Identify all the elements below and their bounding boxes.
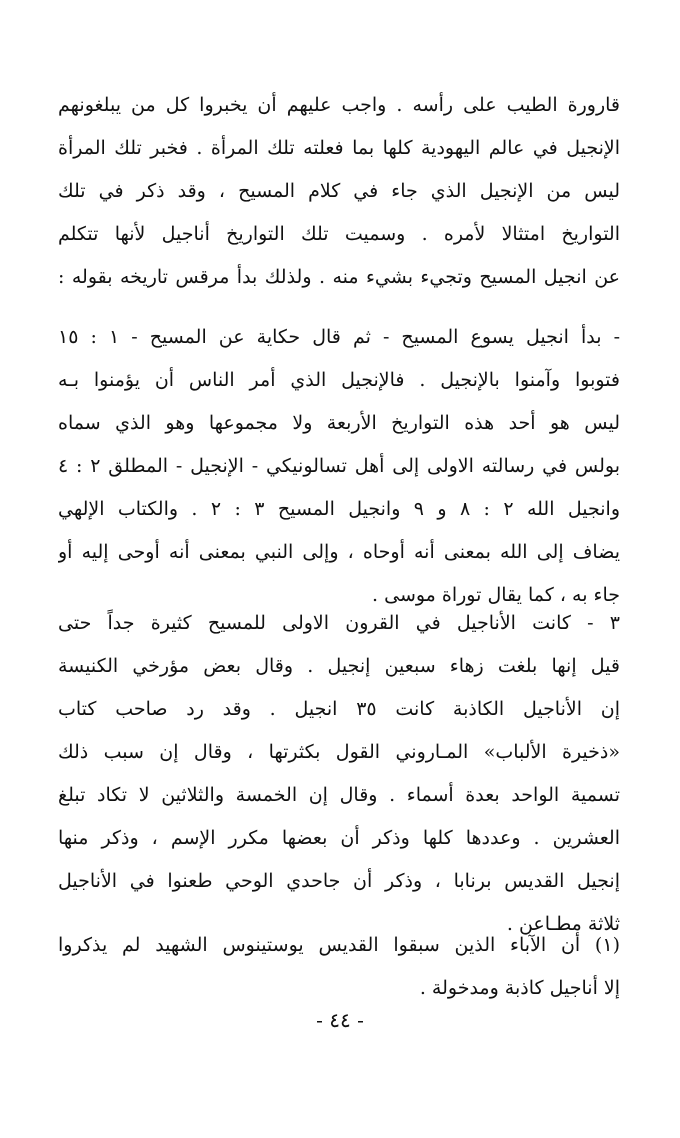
text-line: قارورة الطيب على رأسه . واجب عليهم أن يخبروا كل من يبلغونهم bbox=[58, 94, 620, 116]
paragraph-2 bbox=[58, 316, 620, 617]
text-line: التواريخ امتثالا لأمره . وسميت تلك التواريخ أناجيل لأنها تتكلم bbox=[58, 223, 620, 245]
text-line: - بدأ انجيل يسوع المسيح - ثم قال حكاية عن المسيح - ١ : ١٥ bbox=[58, 326, 620, 348]
text-line: ٣ - كانت الأناجيل في القرون الاولى للمسيح كثيرة جداً حتى bbox=[58, 612, 620, 634]
text-line: فتوبوا وآمنوا بالإنجيل . فالإنجيل الذي أمر الناس أن يؤمنوا بـه bbox=[58, 369, 620, 391]
text-line: تسمية الواحد بعدة أسماء . وقال إن الخمسة والثلاثين لا تكاد تبلغ bbox=[58, 784, 620, 806]
paragraph-1 bbox=[58, 84, 620, 299]
page-number: - ٤٤ - bbox=[316, 1008, 364, 1032]
text-line: ليس من الإنجيل الذي جاء في كلام المسيح ، وقد ذكر في تلك bbox=[58, 180, 620, 202]
text-line: إنجيل القديس برنابا ، وذكر أن جاحدي الوحي طعنوا في الأناجيل bbox=[58, 870, 620, 892]
text-line: يضاف إلى الله بمعنى أنه أوحاه ، وإلى النبي بمعنى أنه أوحى إليه أو bbox=[58, 541, 620, 563]
footnote-line: إلا أناجيل كاذبة ومدخولة . bbox=[419, 977, 620, 999]
text-line: «ذخيرة الألباب» المـاروني القول بكثرتها ، وقال إن سبب ذلك bbox=[58, 741, 620, 763]
text-line: ثلاثة مطـاعن . bbox=[506, 913, 620, 935]
footnote-line: (١) أن الآباء الذين سبقوا القديس يوستينوس الشهيد لم يذكروا bbox=[58, 934, 620, 956]
text-line: بولس في رسالته الاولى إلى أهل تسالونيكي - الإنجيل - المطلق ٢ : ٤ bbox=[58, 455, 620, 477]
text-line: قيل إنها بلغت زهاء سبعين إنجيل . وقال بعض مؤرخي الكنيسة bbox=[58, 655, 620, 677]
text-line: إن الأناجيل الكاذبة كانت ٣٥ انجيل . وقد رد صاحب كتاب bbox=[58, 698, 620, 720]
text-line: عن انجيل المسيح وتجيء بشيء منه . ولذلك بدأ مرقس تاريخه بقوله : bbox=[58, 266, 620, 288]
text-line: الإنجيل في عالم اليهودية كلها بما فعلته تلك المرأة . فخبر تلك المرأة bbox=[58, 137, 620, 159]
text-line: جاء به ، كما يقال توراة موسى . bbox=[372, 584, 620, 606]
text-line: ليس هو أحد هذه التواريخ الأربعة ولا مجموعها وهو الذي سماه bbox=[58, 412, 620, 434]
paragraph-3 bbox=[58, 602, 620, 946]
footnote bbox=[58, 924, 620, 1010]
text-line: العشرين . وعددها كلها وذكر أن بعضها مكرر الإسم ، وذكر منها bbox=[58, 827, 620, 849]
text-line: وانجيل الله ٢ : ٨ و ٩ وانجيل المسيح ٣ : ٢ . والكتاب الإلهي bbox=[58, 498, 620, 520]
